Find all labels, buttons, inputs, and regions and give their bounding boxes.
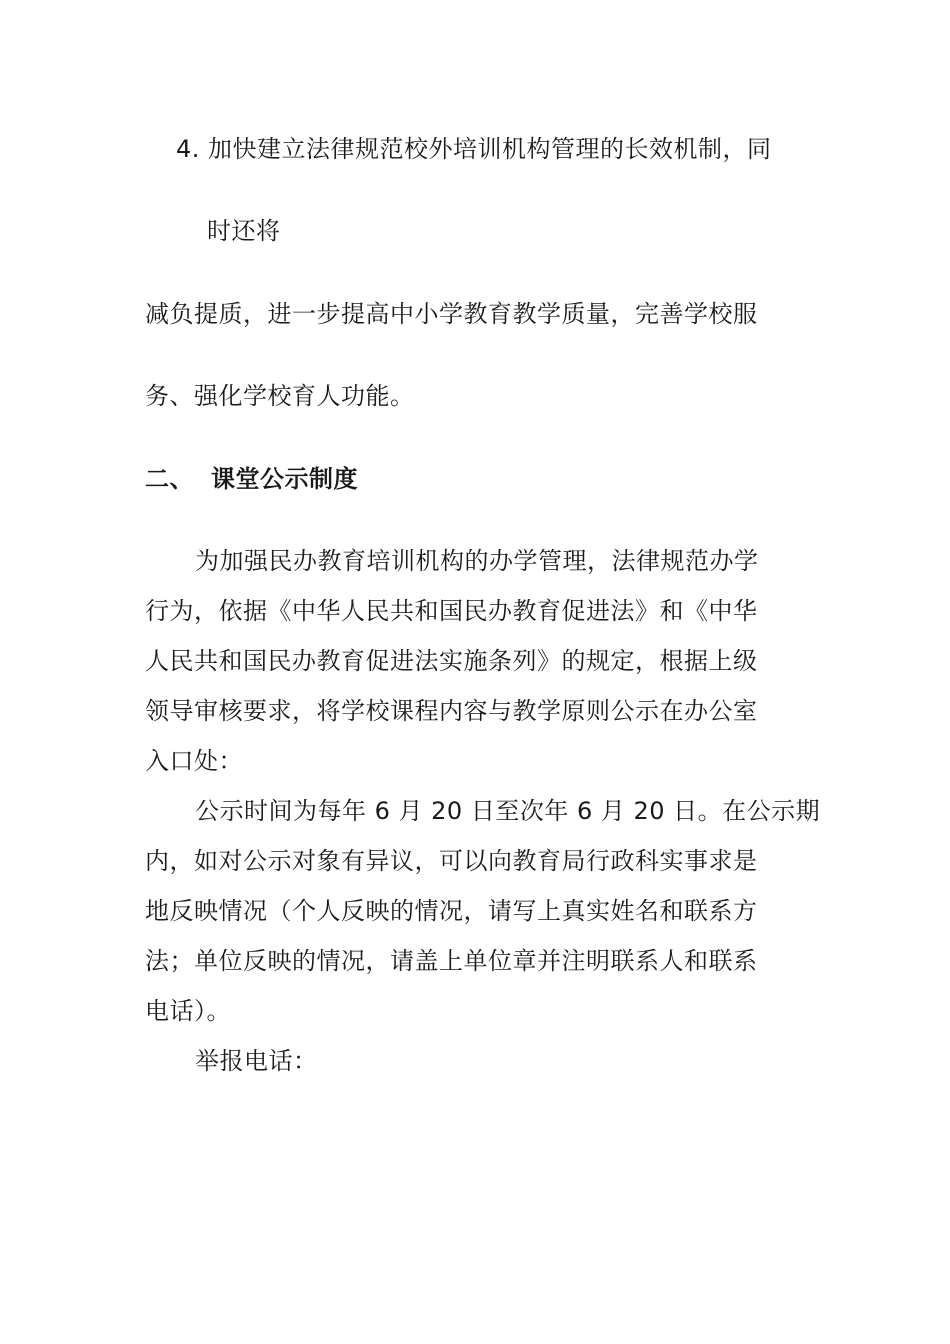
paragraph-1-line-2: 行为，依据《中华人民共和国民办教育促进法》和《中华	[145, 597, 758, 625]
item-4-line-4: 务、强化学校育人功能。	[145, 382, 415, 410]
section-2-title: 课堂公示制度	[211, 465, 358, 493]
section-2-number: 二、	[145, 465, 194, 493]
paragraph-1-line-5: 入口处：	[145, 747, 243, 775]
paragraph-2-line-1: 公示时间为每年 6 月 20 日至次年 6 月 20 日。在公示期	[195, 797, 821, 825]
item-4-line-3: 减负提质，进一步提高中小学教育教学质量，完善学校服	[145, 300, 758, 328]
paragraph-1-line-1: 为加强民办教育培训机构的办学管理，法律规范办学	[195, 547, 759, 575]
paragraph-3-line-1: 举报电话：	[195, 1047, 318, 1075]
paragraph-2-line-3: 地反映情况（个人反映的情况，请写上真实姓名和联系方	[145, 897, 758, 925]
paragraph-2-line-4: 法；单位反映的情况，请盖上单位章并注明联系人和联系	[145, 947, 758, 975]
paragraph-1-line-4: 领导审核要求，将学校课程内容与教学原则公示在办公室	[145, 697, 758, 725]
section-2-heading	[145, 465, 358, 494]
item-4-line-1: 4. 加快建立法律规范校外培训机构管理的长效机制，同	[176, 135, 772, 163]
paragraph-2-line-5: 电话）。	[145, 997, 231, 1025]
paragraph-1-line-3: 人民共和国民办教育促进法实施条列》的规定，根据上级	[145, 647, 758, 675]
item-4-line-2: 时还将	[207, 217, 281, 245]
paragraph-2-line-2: 内，如对公示对象有异议，可以向教育局行政科实事求是	[145, 847, 758, 875]
